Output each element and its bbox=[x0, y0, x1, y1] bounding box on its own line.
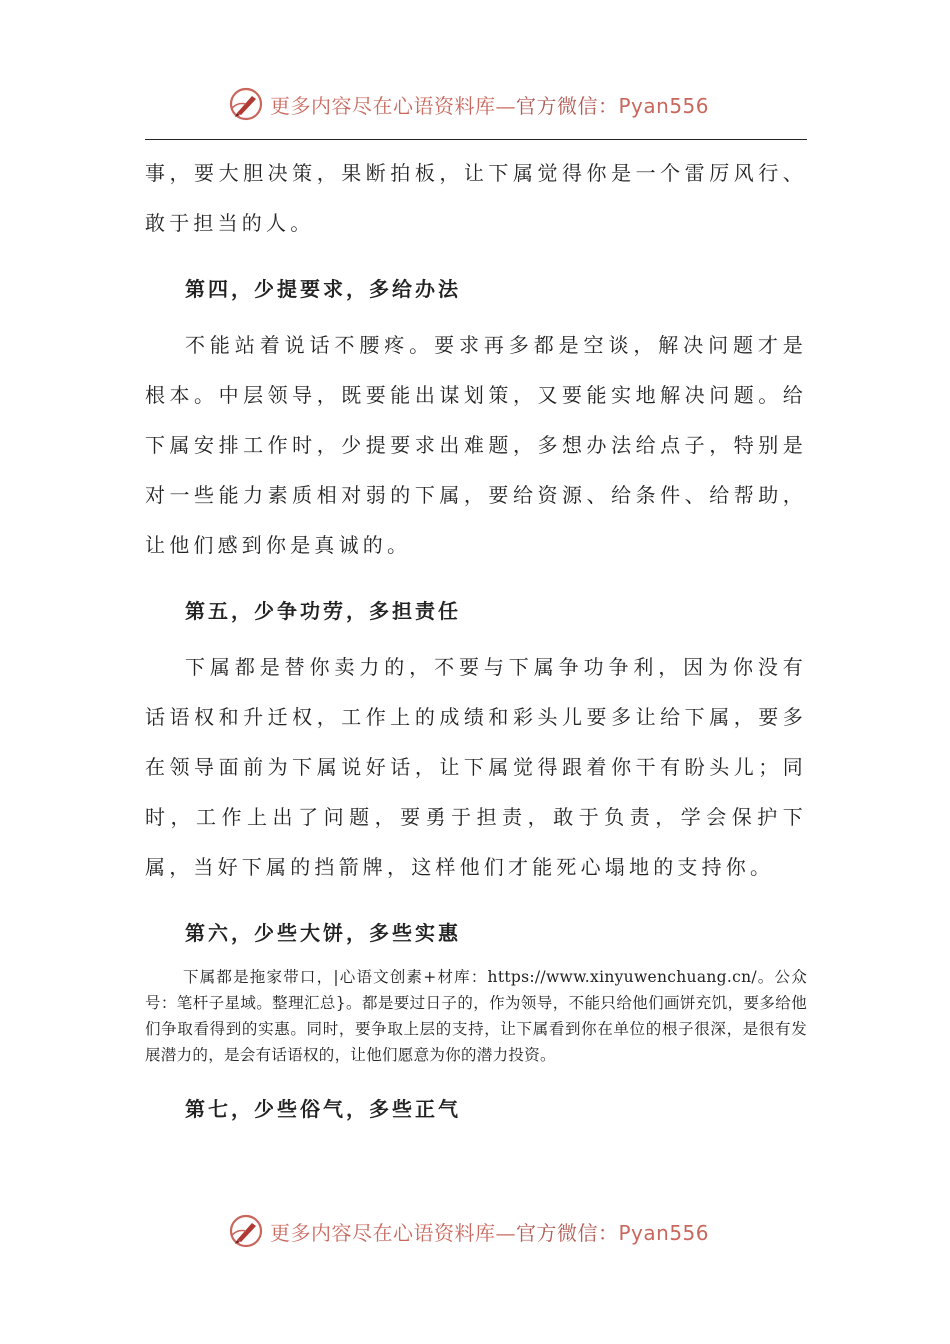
pen-logo-icon bbox=[228, 86, 264, 122]
header-site-text: 更多内容尽在心语资料库 bbox=[270, 93, 496, 118]
heading-6: 第六，少些大饼，多些实惠 bbox=[185, 921, 461, 945]
paragraph-intro: 事，要大胆决策，果断拍板，让下属觉得你是一个雷厉风行、敢于担当的人。 bbox=[145, 161, 807, 235]
header-text bbox=[270, 90, 709, 119]
header-divider bbox=[145, 139, 807, 140]
footer-wechat-label: 官方微信： bbox=[516, 1220, 619, 1245]
header-wechat-id: Pyan556 bbox=[618, 93, 710, 118]
paragraph-5: 下属都是替你卖力的，不要与下属争功争利，因为你没有话语权和升迁权，工作上的成绩和彩头儿要多让给下属，要多在领导面前为下属说好话，让下属觉得跟着你干有盼头儿；同时，工作上出了问题，要勇于担责，敢于负责，学会保护下属，当好下属的挡箭牌，这样他们才能死心塌地的支持你。 bbox=[145, 655, 807, 879]
paragraph-6: 下属都是拖家带口，|心语文创素+材库：https://www.xinyuwenchuang.cn/。公众号：笔杆子星域。整理汇总}。都是要过日子的，作为领导，不能只给他们画饼充饥，要多给他们争取看得到的实惠。同时，要争取上层的支持，让下属看到你在单位的根子很深，是很有发展潜力的，是会有话语权的，让他们愿意为你的潜力投资。 bbox=[145, 968, 807, 1064]
heading-7: 第七，少些俗气，多些正气 bbox=[185, 1097, 461, 1121]
heading-5: 第五，少争功劳，多担责任 bbox=[185, 599, 461, 623]
footer-wechat-id: Pyan556 bbox=[618, 1220, 710, 1245]
header-wechat-label: 官方微信： bbox=[516, 93, 619, 118]
paragraph-4: 不能站着说话不腰疼。要求再多都是空谈，解决问题才是根本。中层领导，既要能出谋划策，又要能实地解决问题。给下属安排工作时，少提要求出难题，多想办法给点子，特别是对一些能力素质相对弱的下属，要给资源、给条件、给帮助，让他们感到你是真诚的。 bbox=[145, 333, 807, 557]
footer-site-text: 更多内容尽在心语资料库 bbox=[270, 1220, 496, 1245]
document-body bbox=[145, 148, 807, 1140]
footer-dash: — bbox=[495, 1220, 516, 1245]
heading-4: 第四，少提要求，多给办法 bbox=[185, 277, 461, 301]
page-footer bbox=[228, 1211, 709, 1251]
pen-logo-icon bbox=[228, 1213, 264, 1249]
page-header bbox=[228, 84, 709, 124]
footer-text bbox=[270, 1217, 709, 1246]
header-dash: — bbox=[495, 93, 516, 118]
